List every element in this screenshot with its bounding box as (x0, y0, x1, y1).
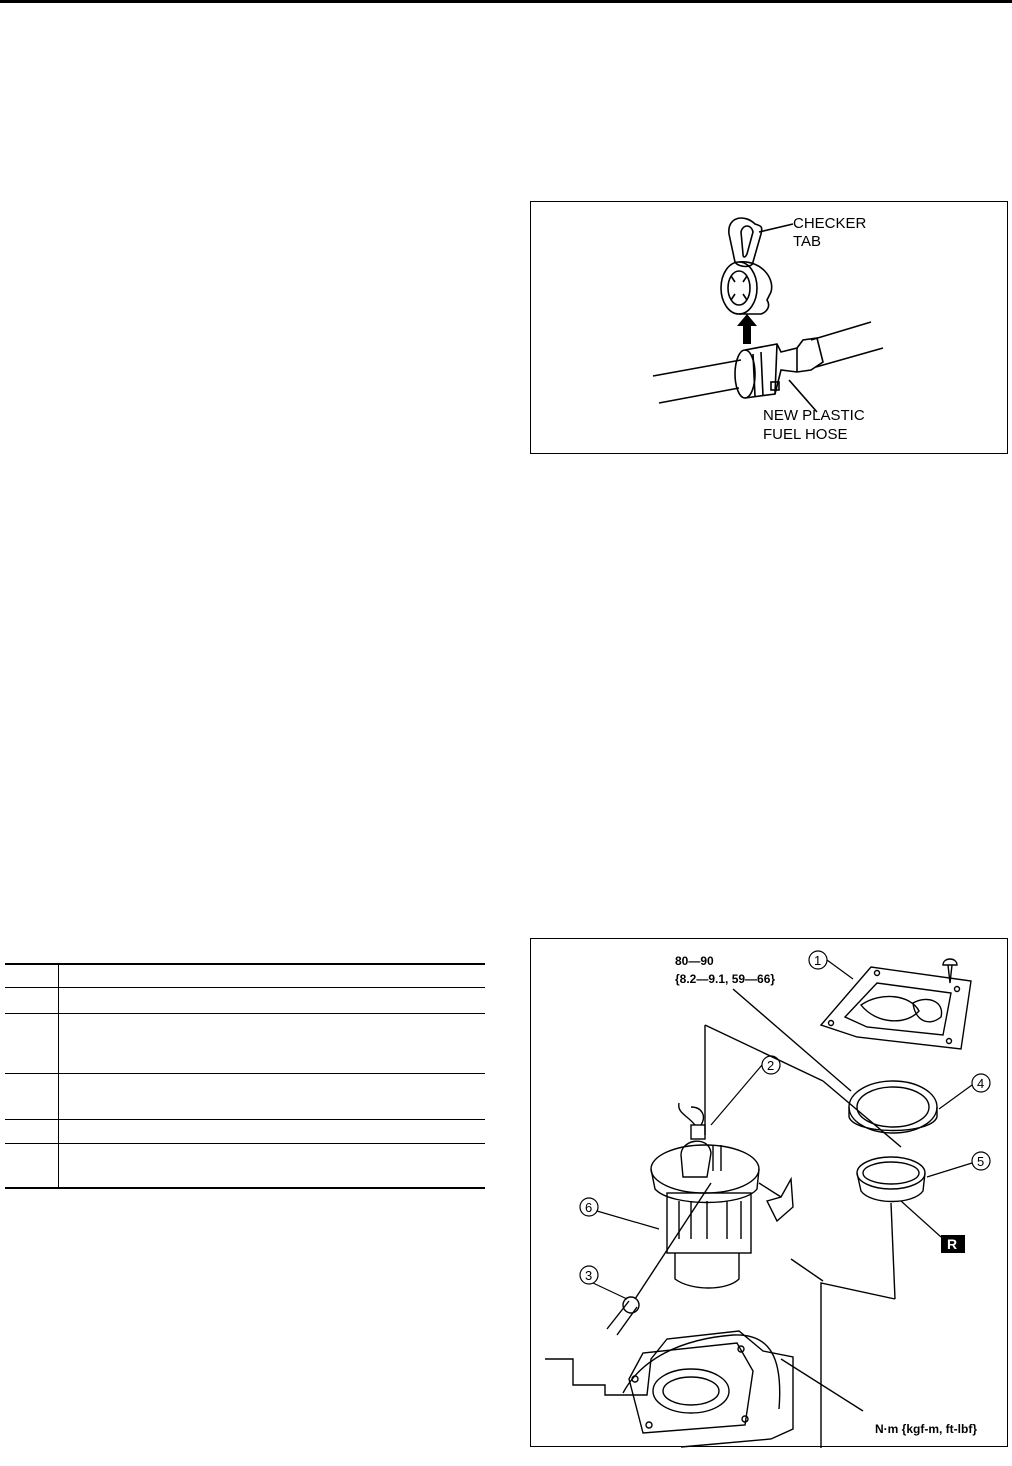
callout-1: 1 (814, 953, 822, 968)
table-row (5, 1074, 485, 1120)
fuel-pump-illustration (531, 939, 1009, 1448)
torque-value-line2: {8.2—9.1, 59—66} (675, 972, 776, 986)
checker-tab-label-line1: CHECKER (793, 215, 867, 232)
table-row (5, 1144, 485, 1188)
table-cell-text (59, 1074, 486, 1120)
checker-tab-illustration (531, 202, 1009, 455)
table-cell-text (59, 1014, 486, 1074)
table-cell-text (59, 964, 486, 988)
torque-units: N·m {kgf-m, ft-lbf} (875, 1422, 977, 1436)
callout-5: 5 (977, 1154, 985, 1169)
fuel-pump-figure (530, 938, 1008, 1447)
table-cell-num (5, 988, 59, 1014)
table-row (5, 964, 485, 988)
checker-tab-label-line2: TAB (793, 233, 822, 250)
table-cell-num (5, 1074, 59, 1120)
table-cell-num (5, 1120, 59, 1144)
table-row (5, 1014, 485, 1074)
table-cell-num (5, 964, 59, 988)
table-cell-num (5, 1014, 59, 1074)
table-row (5, 1120, 485, 1144)
top-rule (0, 0, 1012, 3)
checker-tab-figure (530, 201, 1008, 454)
replace-mark: R (947, 1236, 958, 1252)
torque-value-line1: 80—90 (675, 954, 714, 968)
table-row (5, 988, 485, 1014)
callout-4: 4 (977, 1076, 985, 1091)
callout-3: 3 (585, 1268, 593, 1283)
callout-2: 2 (767, 1058, 775, 1073)
table-cell-text (59, 1120, 486, 1144)
table-cell-num (5, 1144, 59, 1188)
callout-6: 6 (585, 1200, 593, 1215)
hose-label-line1: NEW PLASTIC (763, 407, 865, 424)
table-cell-text (59, 988, 486, 1014)
table-cell-text (59, 1144, 486, 1188)
hose-label-line2: FUEL HOSE (763, 426, 848, 443)
parts-table (5, 963, 485, 1189)
